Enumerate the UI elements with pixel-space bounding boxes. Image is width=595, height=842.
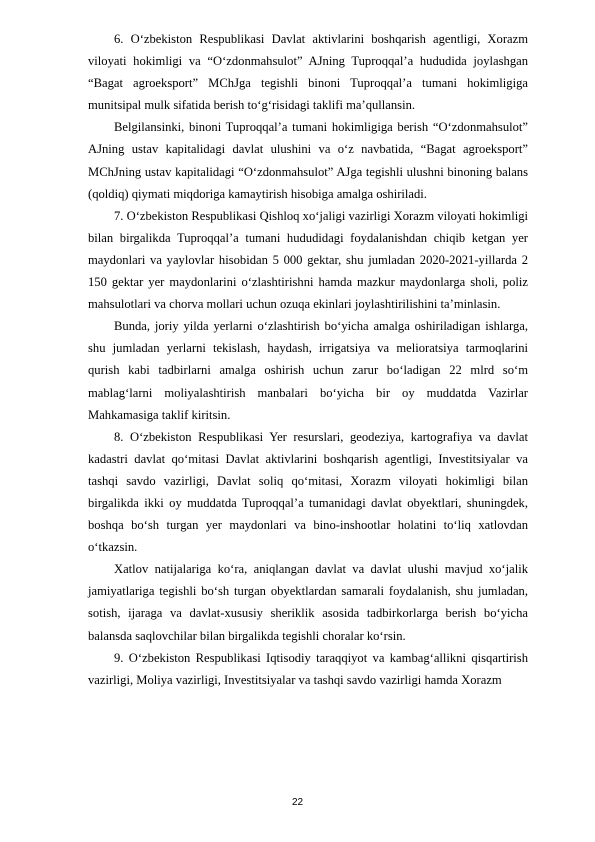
- paragraph-item-8: 8. O‘zbekiston Respublikasi Yer resurslari, geodeziya, kartografiya va davlat kadastri davlat qo‘mitasi Davlat aktivlarini boshqarish agentligi, Investitsiyalar va tashqi savdo vazirligi, Davlat soliq qo‘mitasi, Xorazm viloyati hokimligi bilan birgalikda ikki oy muddatda Tuproqqal’a tumanidagi davlat obyektlari, shuningdek, boshqa bo‘sh turgan yer maydonlari va bino-inshootlar holatini to‘liq xatlovdan o‘tkazsin.: [88, 429, 528, 555]
- paragraph-item-7: 7. O‘zbekiston Respublikasi Qishloq xo‘jaligi vazirligi Xorazm viloyati hokimligi bilan birgalikda Tuproqqal’a tumani hududidagi foydalanishdan chiqib ketgan yer maydonlari va yaylovlar hisobidan 5 000 gektar, shu jumladan 2020-2021-yillarda 2 150 gektar yer maydonlarini o‘zlashtirishni hamda mazkur maydonlarga sholi, poliz mahsulotlari va chorva mollari uchun ozuqa ekinlari joylashtirilishini ta’minlasin.: [88, 208, 528, 312]
- paragraph-item-9: 9. O‘zbekiston Respublikasi Iqtisodiy taraqqiyot va kambag‘allikni qisqartirish vazirligi, Moliya vazirligi, Investitsiyalar va tashqi savdo vazirligi hamda Xorazm: [88, 650, 528, 687]
- paragraph-item-7-clarification: Bunda, joriy yilda yerlarni o‘zlashtirish bo‘yicha amalga oshiriladigan ishlarga, shu jumladan yerlarni tekislash, haydash, irrigatsiya va melioratsiya tarmoqlarini qurish kabi tadbirlarni amalga oshirish uchun zarur bo‘ladigan 22 mlrd so‘m mablag‘larni moliyalashtirish manbalari bo‘yicha bir oy muddatda Vazirlar Mahkamasiga taklif kiritsin.: [88, 319, 528, 422]
- paragraph-item-8-clarification: Xatlov natijalariga ko‘ra, aniqlangan davlat va davlat ulushi mavjud xo‘jalik jamiyatlariga tegishli bo‘sh turgan obyektlardan samarali foydalanish, shu jumladan, sotish, ijaraga va davlat-xususiy sheriklik asosida tadbirkorlarga berish bo‘yicha balansda saqlovchilar bilan birgalikda tegishli choralar ko‘rsin.: [88, 562, 528, 643]
- document-body: [88, 28, 528, 691]
- paragraph-item-6-clarification: Belgilansinki, binoni Tuproqqal’a tumani hokimligiga berish “O‘zdonmahsulot” AJning ustav kapitalidagi davlat ulushini va o‘z navbatida, “Bagat agroeksport” MChJning ustav kapitalidagi “O‘zdonmahsulot” AJga tegishli ulushni binoning balans (qoldiq) qiymati miqdoriga kamaytirish hisobiga amalga oshiriladi.: [88, 120, 528, 201]
- page-number: 22: [291, 797, 304, 808]
- paragraph-item-6: 6. O‘zbekiston Respublikasi Davlat aktivlarini boshqarish agentligi, Xorazm viloyati hokimligi va “O‘zdonmahsulot” AJning Tuproqqal’a hududida joylashgan “Bagat agroeksport” MChJga tegishli binoni Tuproqqal’a tumani hokimligiga munitsipal mulk sifatida berish to‘g‘risidagi taklifi ma’qullansin.: [88, 32, 528, 113]
